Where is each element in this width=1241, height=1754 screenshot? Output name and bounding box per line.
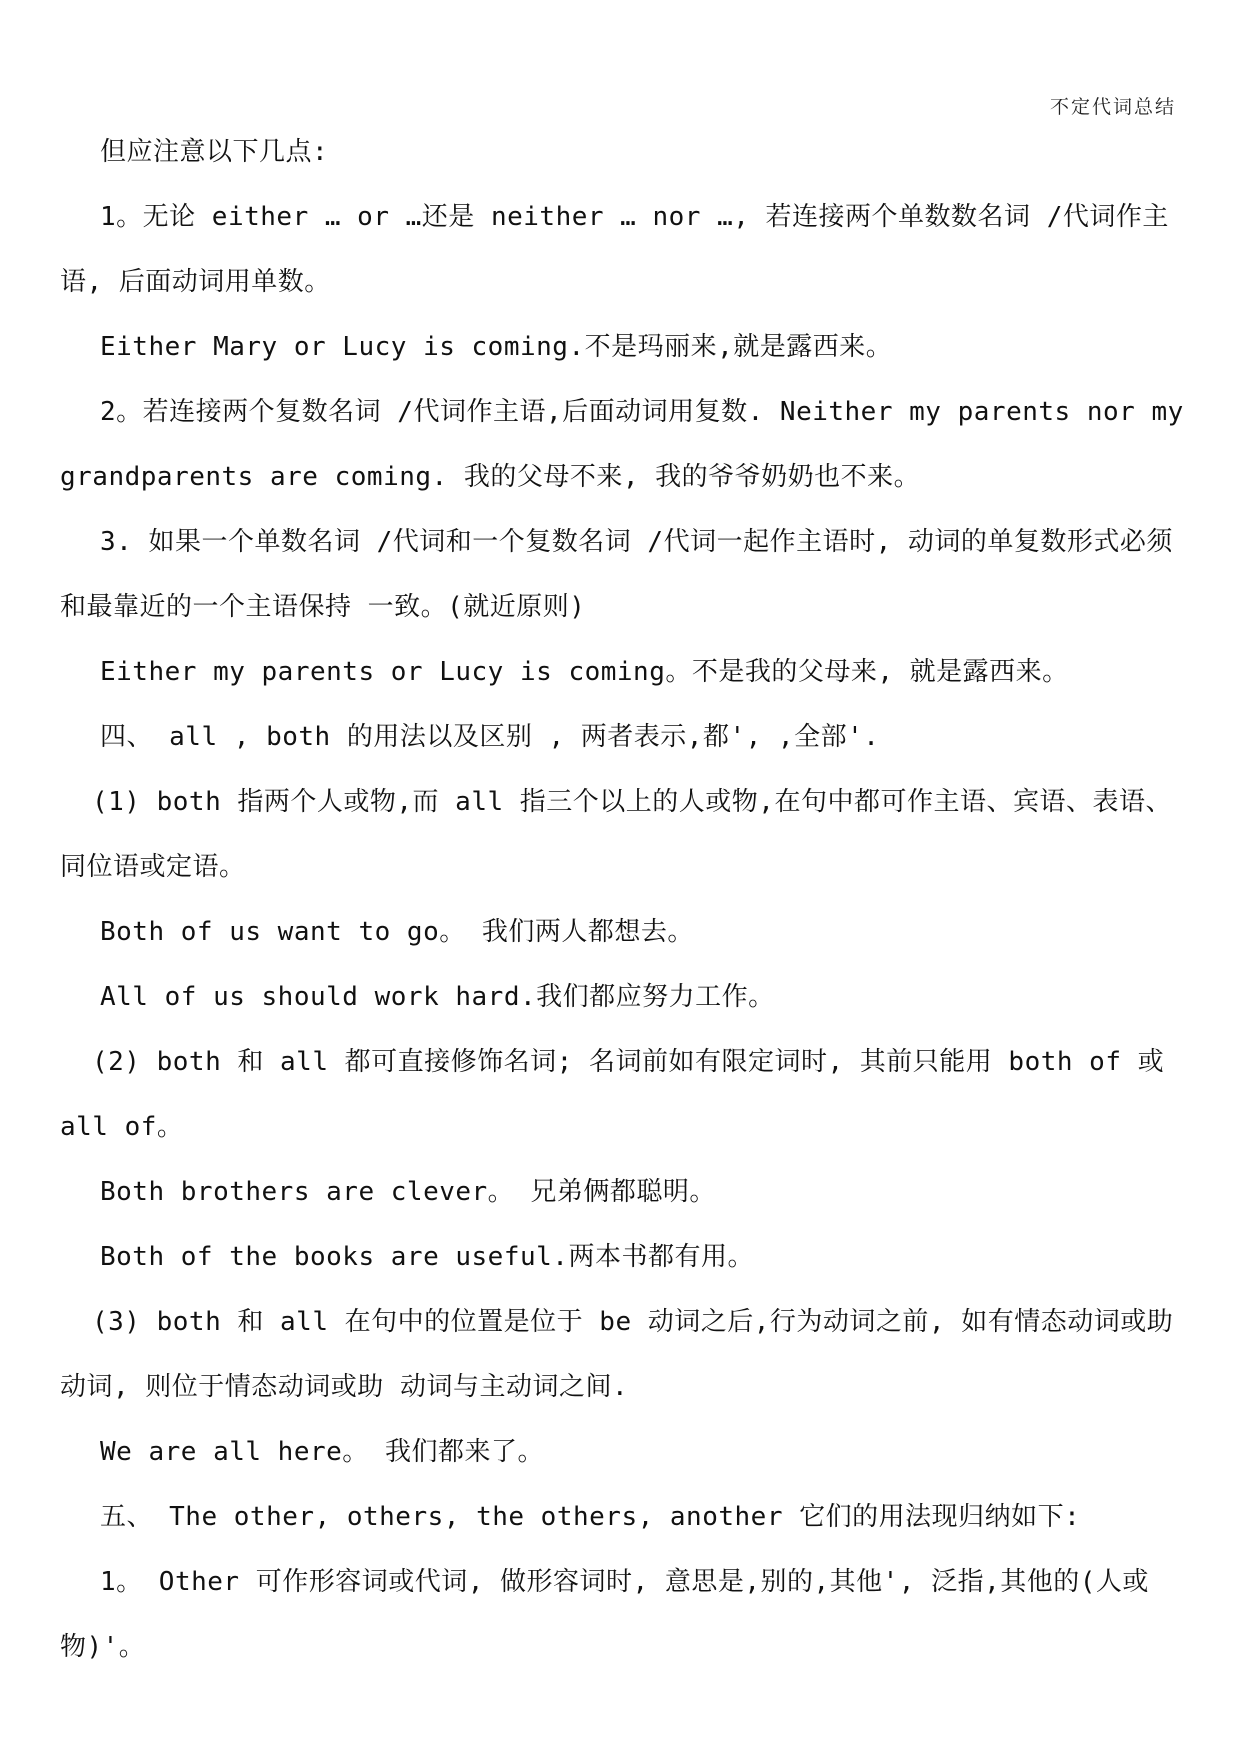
paragraph: Both brothers are clever。 兄弟俩都聪明。 [100, 1177, 716, 1207]
paragraph: 1。 Other 可作形容词或代词, 做形容词时, 意思是,别的,其他', 泛指,其他的(人或物)'。 [60, 1567, 1149, 1662]
paragraph: 2。若连接两个复数名词 /代词作主语,后面动词用复数. Neither my parents nor my grandparents are coming. 我的父母不来, 我的爷爷奶奶也不来。 [60, 397, 1184, 492]
paragraph: Either my parents or Lucy is coming。不是我的父母来, 就是露西来。 [100, 657, 1069, 687]
paragraph: 3. 如果一个单数名词 /代词和一个复数名词 /代词一起作主语时, 动词的单复数形式必须和最靠近的一个主语保持 一致。(就近原则) [60, 527, 1173, 622]
section-heading: 四、 all , both 的用法以及区别 , 两者表示,都', ,全部'. [100, 722, 880, 752]
section-heading: 五、 The other, others, the others, another 它们的用法现归纳如下: [100, 1502, 1081, 1532]
paragraph: 1。无论 either … or …还是 neither … nor …, 若连接两个单数数名词 /代词作主语, 后面动词用单数。 [60, 202, 1169, 297]
paragraph: Both of us want to go。 我们两人都想去。 [100, 917, 694, 947]
paragraph: (3) both 和 all 在句中的位置是位于 be 动词之后,行为动词之前, 如有情态动词或助动词, 则位于情态动词或助 动词与主动词之间. [60, 1307, 1174, 1402]
paragraph: Either Mary or Lucy is coming.不是玛丽来,就是露西来。 [100, 332, 893, 362]
paragraph: All of us should work hard.我们都应努力工作。 [100, 982, 775, 1012]
paragraph: (1) both 指两个人或物,而 all 指三个以上的人或物,在句中都可作主语、宾语、表语、同位语或定语。 [60, 787, 1172, 882]
document-body [60, 120, 1185, 1680]
paragraph: (2) both 和 all 都可直接修饰名词; 名词前如有限定词时, 其前只能用 both of 或 all of。 [60, 1047, 1165, 1142]
page-header: 不定代词总结 [1049, 96, 1176, 118]
paragraph: We are all here。 我们都来了。 [100, 1437, 544, 1467]
paragraph: Both of the books are useful.两本书都有用。 [100, 1242, 754, 1272]
paragraph: 但应注意以下几点: [100, 137, 329, 167]
